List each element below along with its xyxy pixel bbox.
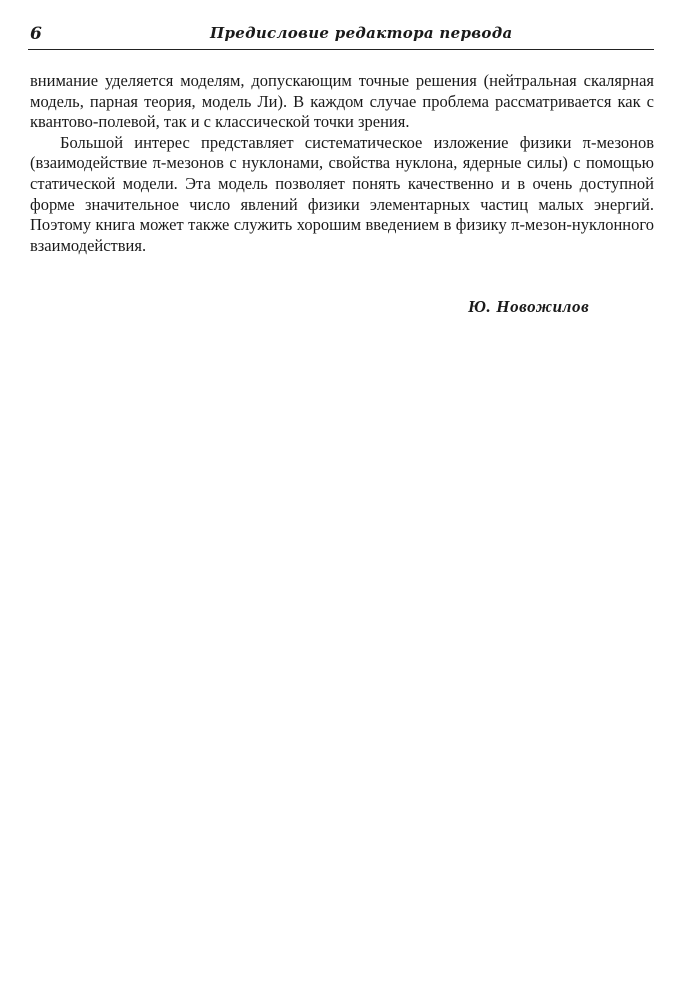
page-number: 6 [30,24,42,44]
running-head: Предисловие редактора первода [210,24,513,42]
header-rule [28,49,654,50]
body-text [30,71,654,256]
paragraph: Большой интерес представляет систематическое изложение физики π-мезонов (взаимодействие π-мезонов с нуклонами, свойства нуклона, ядерные силы) с помощью статической модели. Эта модель позволяет понять качественно и в очень доступной форме значительное число явлений физики элементарных частиц малых энергий. Поэтому книга может также служить хорошим введением в физику π-мезон-нуклонного взаимодействия. [30,132,654,255]
paragraph: внимание уделяется моделям, допускающим точные решения (нейтральная скалярная модель, парная теория, модель Ли). В каждом случае проблема рассматривается как с квантово-полевой, так и с классической точки зрения. [30,71,654,132]
signature: Ю. Новожилов [468,297,590,316]
